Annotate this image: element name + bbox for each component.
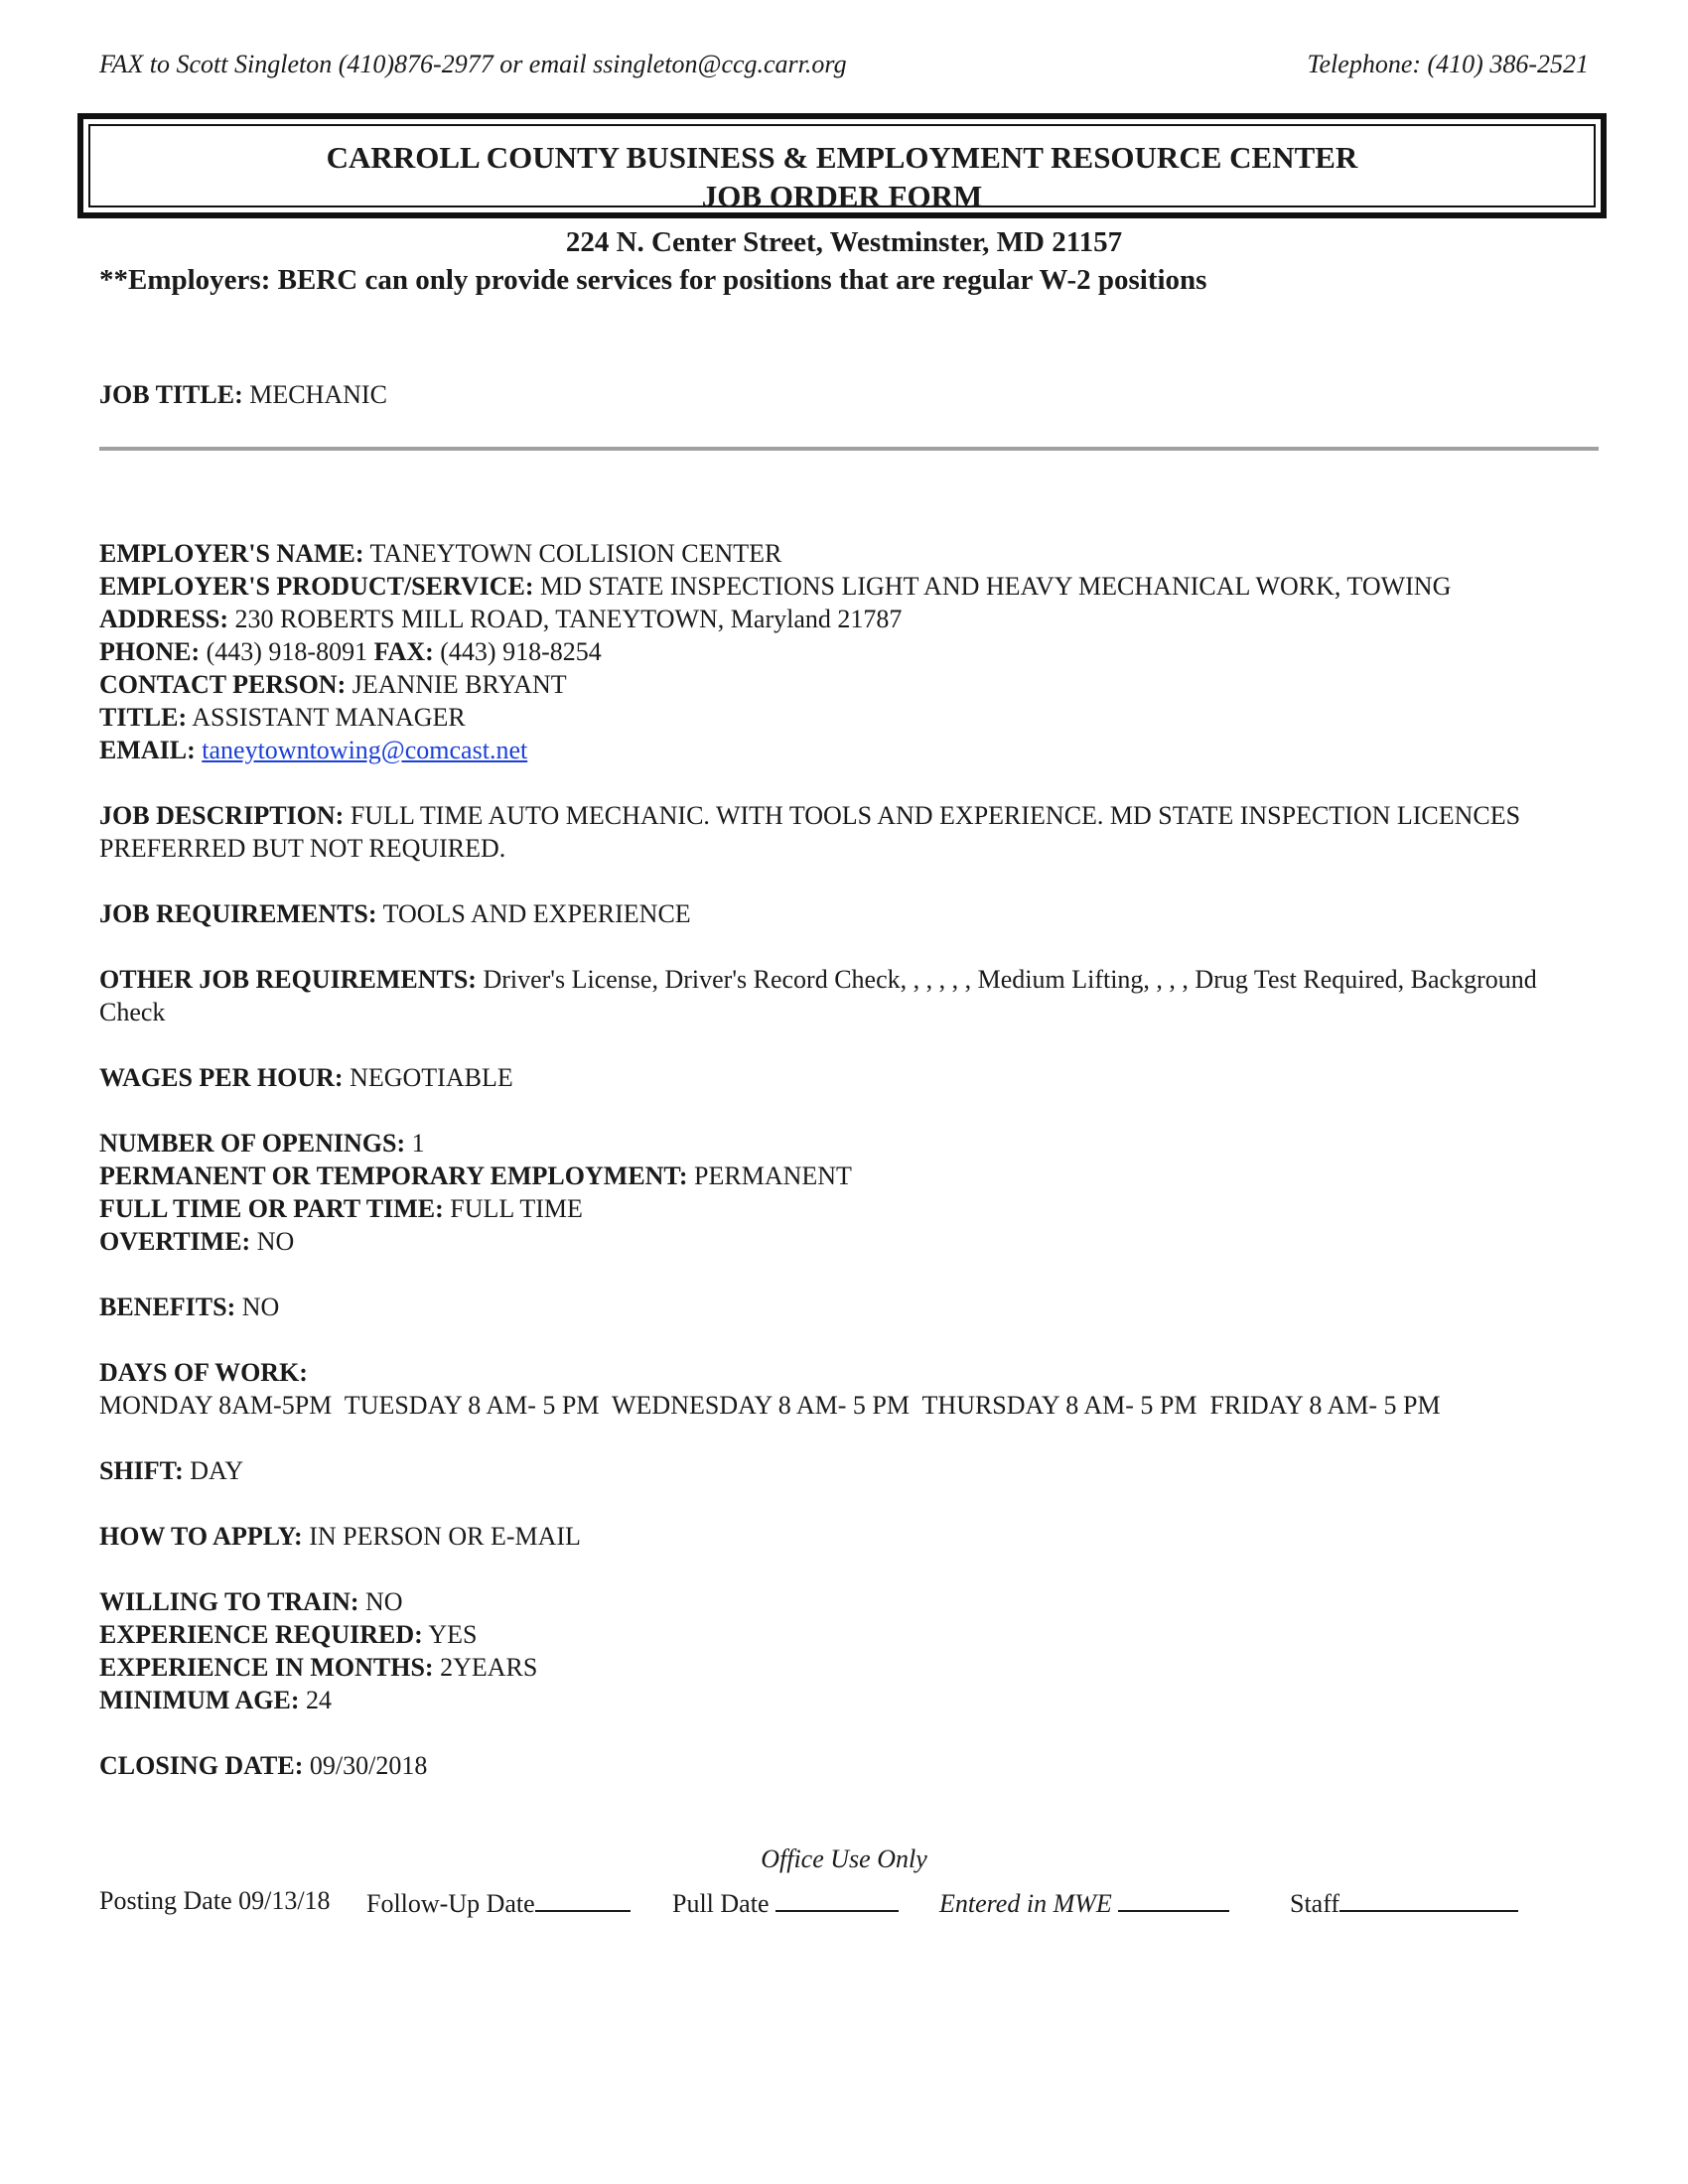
wages-value: NEGOTIABLE [350,1063,513,1092]
fax-value: (443) 918-8254 [440,637,602,666]
employer-name-field [99,537,1599,570]
job-requirements-value: TOOLS AND EXPERIENCE [382,899,691,928]
closing-date-field [99,1749,1599,1782]
form-content [99,378,1599,1782]
experience-required-value: YES [428,1620,478,1649]
job-title-field [99,378,1599,411]
title-inner [88,124,1596,213]
minimum-age-field [99,1684,1599,1716]
days-of-work-label: DAYS OF WORK: [99,1358,308,1387]
days-of-work-value: MONDAY 8AM-5PM TUESDAY 8 AM- 5 PM WEDNESDAY 8 AM- 5 PM THURSDAY 8 AM- 5 PM FRIDAY 8 AM- 5 PM [99,1391,1441,1420]
minimum-age-label: MINIMUM AGE: [99,1686,300,1714]
job-requirements-label: JOB REQUIREMENTS: [99,899,377,928]
employer-product-field [99,570,1599,603]
contact-title-field [99,701,1599,734]
entered-in-mwe-blank [1118,1886,1229,1912]
job-description-field [99,799,1599,865]
other-requirements-label: OTHER JOB REQUIREMENTS: [99,965,477,994]
other-requirements-value: Driver's License, Driver's Record Check, , , , , , Medium Lifting, , , , Drug Test Required, Background Check [99,965,1537,1026]
wages-label: WAGES PER HOUR: [99,1063,344,1092]
overtime-label: OVERTIME: [99,1227,251,1256]
benefits-label: BENEFITS: [99,1293,236,1321]
full-time-value: FULL TIME [450,1194,583,1223]
email-field [99,734,1599,766]
follow-up-date-field [366,1886,631,1919]
employer-name-label: EMPLOYER'S NAME: [99,539,364,568]
job-description-value: FULL TIME AUTO MECHANIC. WITH TOOLS AND EXPERIENCE. MD STATE INSPECTION LICENCES PREFERRED BUT NOT REQUIRED. [99,801,1521,863]
overtime-field [99,1225,1599,1258]
closing-date-label: CLOSING DATE: [99,1751,304,1780]
willing-to-train-value: NO [365,1587,403,1616]
shift-value: DAY [190,1456,244,1485]
willing-to-train-field [99,1585,1599,1618]
title-line-2: JOB ORDER FORM [701,179,983,213]
posting-date: Posting Date 09/13/18 [99,1886,331,1915]
center-address: 224 N. Center Street, Westminster, MD 21157 [565,226,1123,258]
contact-person-field [99,668,1599,701]
full-time-field [99,1192,1599,1225]
contact-person-label: CONTACT PERSON: [99,670,347,699]
phone-label: PHONE: [99,637,201,666]
telephone-line: Telephone: (410) 386-2521 [1307,50,1589,78]
employer-product-value: MD STATE INSPECTIONS LIGHT AND HEAVY MECHANICAL WORK, TOWING [540,572,1452,601]
permanent-field [99,1160,1599,1192]
experience-months-field [99,1651,1599,1684]
experience-months-value: 2YEARS [440,1653,538,1682]
title-line-1: CARROLL COUNTY BUSINESS & EMPLOYMENT RESOURCE CENTER [326,140,1358,175]
office-use-title: Office Use Only [761,1844,927,1873]
pull-date-field [672,1886,899,1919]
experience-required-label: EXPERIENCE REQUIRED: [99,1620,423,1649]
employer-address-field [99,603,1599,635]
experience-months-label: EXPERIENCE IN MONTHS: [99,1653,434,1682]
pull-date-label: Pull Date [672,1889,770,1918]
shift-label: SHIFT: [99,1456,184,1485]
experience-required-field [99,1618,1599,1651]
employer-address-value: 230 ROBERTS MILL ROAD, TANEYTOWN, Maryland 21787 [234,605,903,633]
title-box [77,113,1607,218]
minimum-age-value: 24 [305,1686,332,1714]
fax-line: FAX to Scott Singleton (410)876-2977 or email ssingleton@ccg.carr.org [99,50,847,78]
permanent-label: PERMANENT OR TEMPORARY EMPLOYMENT: [99,1161,688,1190]
job-title-value: MECHANIC [249,380,387,409]
follow-up-date-label: Follow-Up Date [366,1889,535,1918]
fax-label: FAX: [373,637,434,666]
openings-field [99,1127,1599,1160]
full-time-label: FULL TIME OR PART TIME: [99,1194,444,1223]
job-title-label: JOB TITLE: [99,380,243,409]
openings-value: 1 [411,1129,425,1158]
how-to-apply-label: HOW TO APPLY: [99,1522,303,1551]
job-requirements-field [99,897,1599,930]
contact-title-label: TITLE: [99,703,188,732]
benefits-value: NO [241,1293,280,1321]
employer-name-value: TANEYTOWN COLLISION CENTER [369,539,782,568]
entered-in-mwe-field [939,1886,1229,1919]
contact-title-value: ASSISTANT MANAGER [192,703,466,732]
employer-product-label: EMPLOYER'S PRODUCT/SERVICE: [99,572,534,601]
employer-address-label: ADDRESS: [99,605,229,633]
job-description-label: JOB DESCRIPTION: [99,801,345,830]
phone-fax-field [99,635,1599,668]
benefits-field [99,1291,1599,1323]
pull-date-blank [775,1886,899,1912]
days-of-work-label-row [99,1356,1599,1389]
phone-value: (443) 918-8091 [206,637,368,666]
follow-up-date-blank [535,1886,631,1912]
staff-blank [1339,1886,1518,1912]
other-requirements-field [99,963,1599,1028]
how-to-apply-field [99,1520,1599,1553]
email-label: EMAIL: [99,736,196,764]
staff-field [1290,1886,1518,1919]
overtime-value: NO [256,1227,295,1256]
entered-in-mwe-label: Entered in MWE [939,1889,1112,1918]
contact-person-value: JEANNIE BRYANT [352,670,567,699]
employer-notice: **Employers: BERC can only provide services for positions that are regular W-2 positions [99,264,1207,296]
staff-label: Staff [1290,1889,1340,1918]
shift-field [99,1454,1599,1487]
openings-label: NUMBER OF OPENINGS: [99,1129,406,1158]
wages-field [99,1061,1599,1094]
email-link[interactable]: taneytowntowing@comcast.net [202,736,528,764]
permanent-value: PERMANENT [694,1161,852,1190]
how-to-apply-value: IN PERSON OR E-MAIL [309,1522,581,1551]
willing-to-train-label: WILLING TO TRAIN: [99,1587,359,1616]
closing-date-value: 09/30/2018 [309,1751,428,1780]
